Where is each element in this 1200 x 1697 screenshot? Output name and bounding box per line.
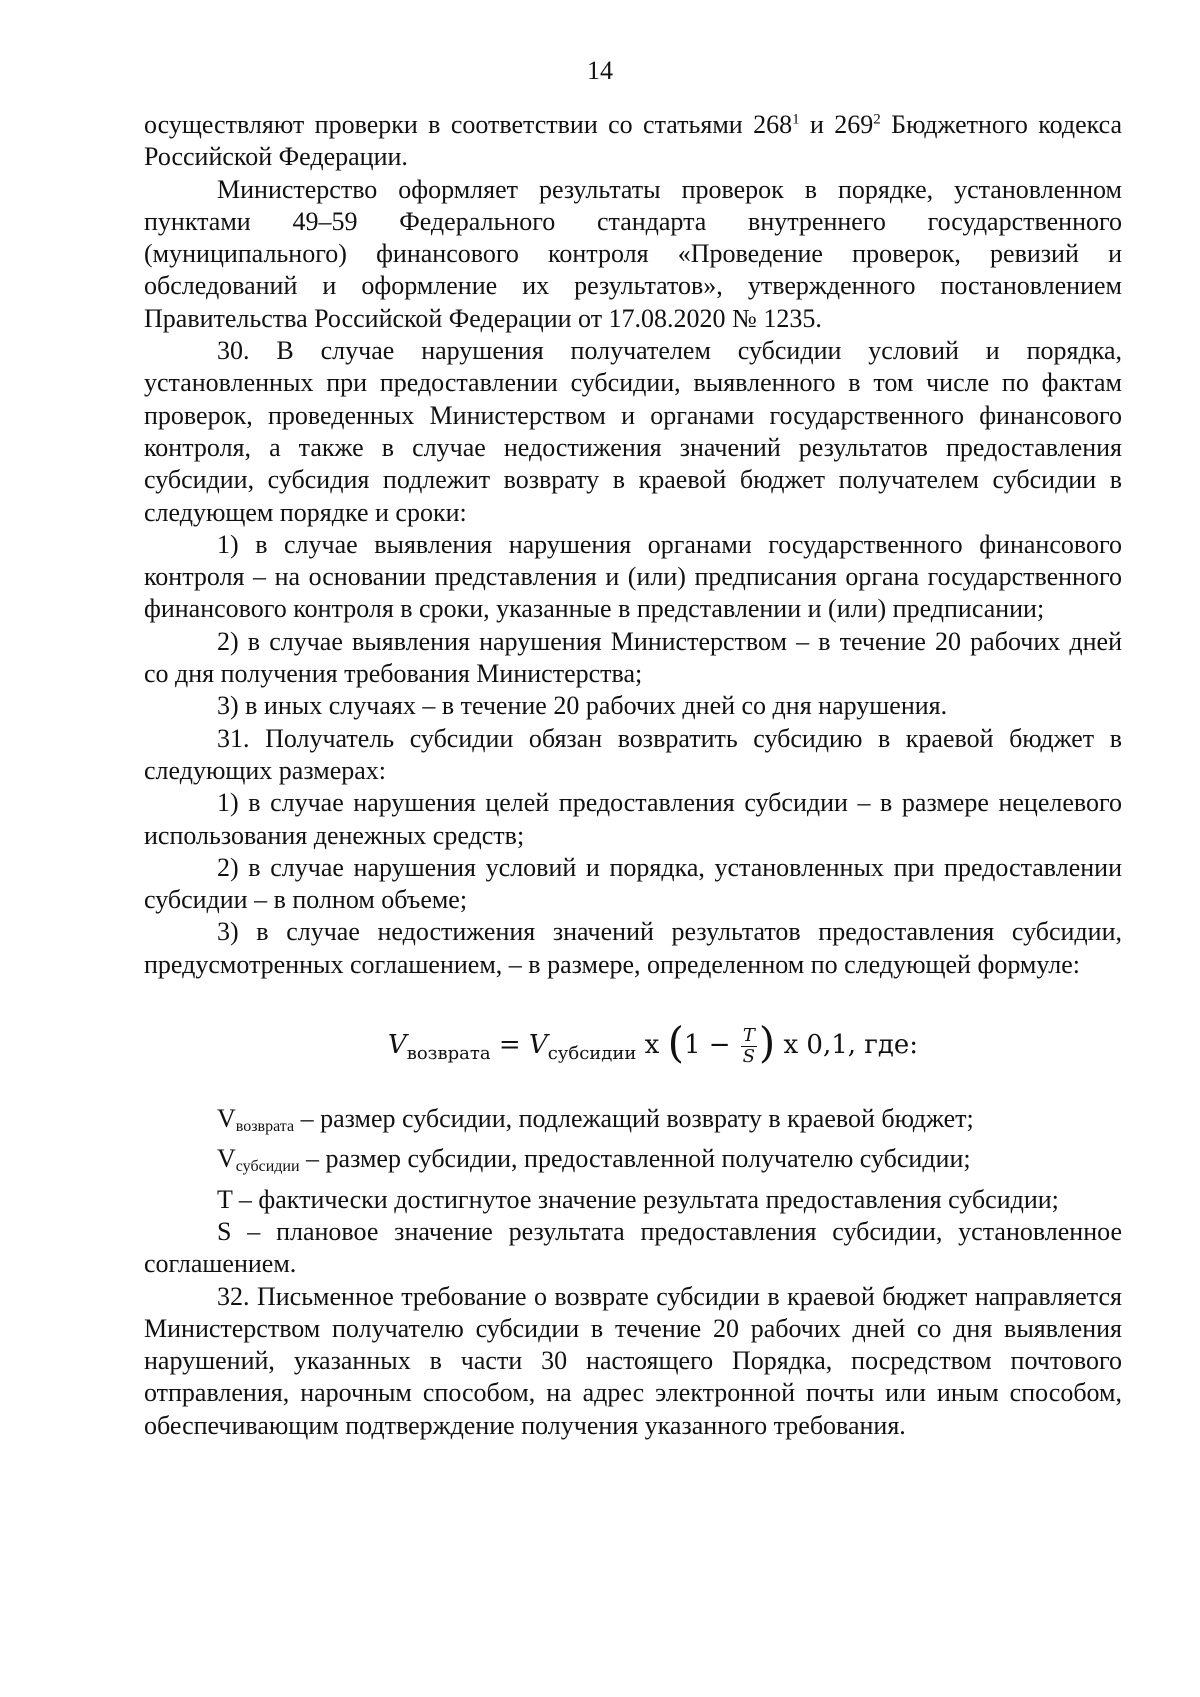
definition-text: – плановое значение результата предоставления субсидии, установленное соглашением. <box>144 1216 1122 1279</box>
item-30-2: 2) в случае выявления нарушения Министерством – в течение 20 рабочих дней со дня получения требования Министерства; <box>144 626 1122 689</box>
definition-symbol: S <box>217 1216 232 1246</box>
definition-symbol: T <box>217 1184 233 1214</box>
definition-v-subsidy <box>144 1143 1122 1183</box>
item-31-3: 3) в случае недостижения значений результатов предоставления субсидии, предусмотренных соглашением, – в размере, определенном по следующей формуле: <box>144 917 1122 979</box>
item-30-3: 3) в иных случаях – в течение 20 рабочих дней со дня нарушения. <box>217 691 948 721</box>
intro-text-part-c: Бюджетного кодекса Российской Федерации. <box>144 110 1123 172</box>
paragraph-ministry: Министерство оформляет результаты проверок в порядке, установленном пунктами 49–59 Федерального стандарта внутреннего государственного (муниципального) финансового контроля «Проведение проверок, ревизий и обследований и оформление их результатов», утвержденного постановлением Правительства Российской Федерации от 17.08.2020 № 1235. <box>144 174 1122 333</box>
definition-subscript: возврата <box>235 1118 295 1136</box>
definition-s <box>144 1216 1122 1281</box>
formula-denominator: S <box>742 1045 755 1067</box>
definition-text: – размер субсидии, предоставленной получателю субсидии; <box>299 1144 971 1174</box>
formula-left-paren: ( <box>667 1018 684 1068</box>
formula-v-return: V <box>387 1030 407 1061</box>
definition-t <box>144 1184 1122 1216</box>
definition-text: – фактически достигнутое значение результата предоставления субсидии; <box>232 1184 1059 1214</box>
intro-text-part-a: осуществляют проверки в соответствии со статьями 268 <box>144 110 793 139</box>
formula <box>144 1013 1122 1073</box>
definition-subscript: субсидии <box>235 1158 300 1176</box>
formula-v-subsidy: V <box>528 1030 548 1061</box>
item-30-1: 1) в случае выявления нарушения органами государственного финансового контроля – на основании представления и (или) предписания органа государственного финансового контроля в сроки, указанные в представлении и (или) предписании; <box>144 529 1122 624</box>
item-31-1: 1) в случае нарушения целей предоставления субсидии – в размере нецелевого использования денежных средств; <box>144 788 1122 850</box>
superscript-1: 1 <box>792 111 800 128</box>
page-number: 14 <box>587 56 613 85</box>
formula-times-1: x <box>636 1030 668 1061</box>
formula-one-minus: 1 − <box>683 1030 739 1061</box>
intro-text-part-b: и 269 <box>799 110 874 139</box>
formula-tail: x 0,1, где: <box>775 1030 919 1061</box>
formula-equals: = <box>490 1030 529 1061</box>
formula-right-paren: ) <box>758 1018 776 1068</box>
superscript-2: 2 <box>873 111 881 128</box>
formula-sub-return: возврата <box>406 1043 491 1065</box>
formula-fraction <box>741 1026 757 1067</box>
definition-v-return <box>144 1103 1122 1143</box>
paragraph-32: 32. Письменное требование о возврате субсидии в краевой бюджет направляется Министерством получателю субсидии в течение 20 рабочих дней со дня выявления нарушений, указанных в части 30 настоящего Порядка, посредством почтового отправления, нарочным способом, на адрес электронной почты или иным способом, обеспечивающим подтверждение получения указанного требования. <box>144 1281 1122 1440</box>
paragraph-30: 30. В случае нарушения получателем субсидии условий и порядка, установленных при предоставлении субсидии, выявленного в том числе по фактам проверок, проведенных Министерством и органами государственного финансового контроля, а также в случае недостижения значений результатов предоставления субсидии, субсидия подлежит возврату в краевой бюджет получателем субсидии в следующем порядке и сроки: <box>144 336 1122 527</box>
paragraph-intro <box>144 109 1122 174</box>
definition-symbol: V <box>217 1144 236 1174</box>
item-31-2: 2) в случае нарушения условий и порядка, установленных при предоставлении субсидии – в полном объеме; <box>144 852 1122 915</box>
formula-sub-subsidy: субсидии <box>547 1043 637 1065</box>
formula-numerator: T <box>742 1024 755 1046</box>
definition-symbol: V <box>217 1104 236 1134</box>
document-body <box>144 109 1122 1442</box>
definition-text: – размер субсидии, подлежащий возврату в краевой бюджет; <box>294 1104 974 1134</box>
paragraph-31: 31. Получатель субсидии обязан возвратить субсидию в краевой бюджет в следующих размерах: <box>144 723 1122 785</box>
